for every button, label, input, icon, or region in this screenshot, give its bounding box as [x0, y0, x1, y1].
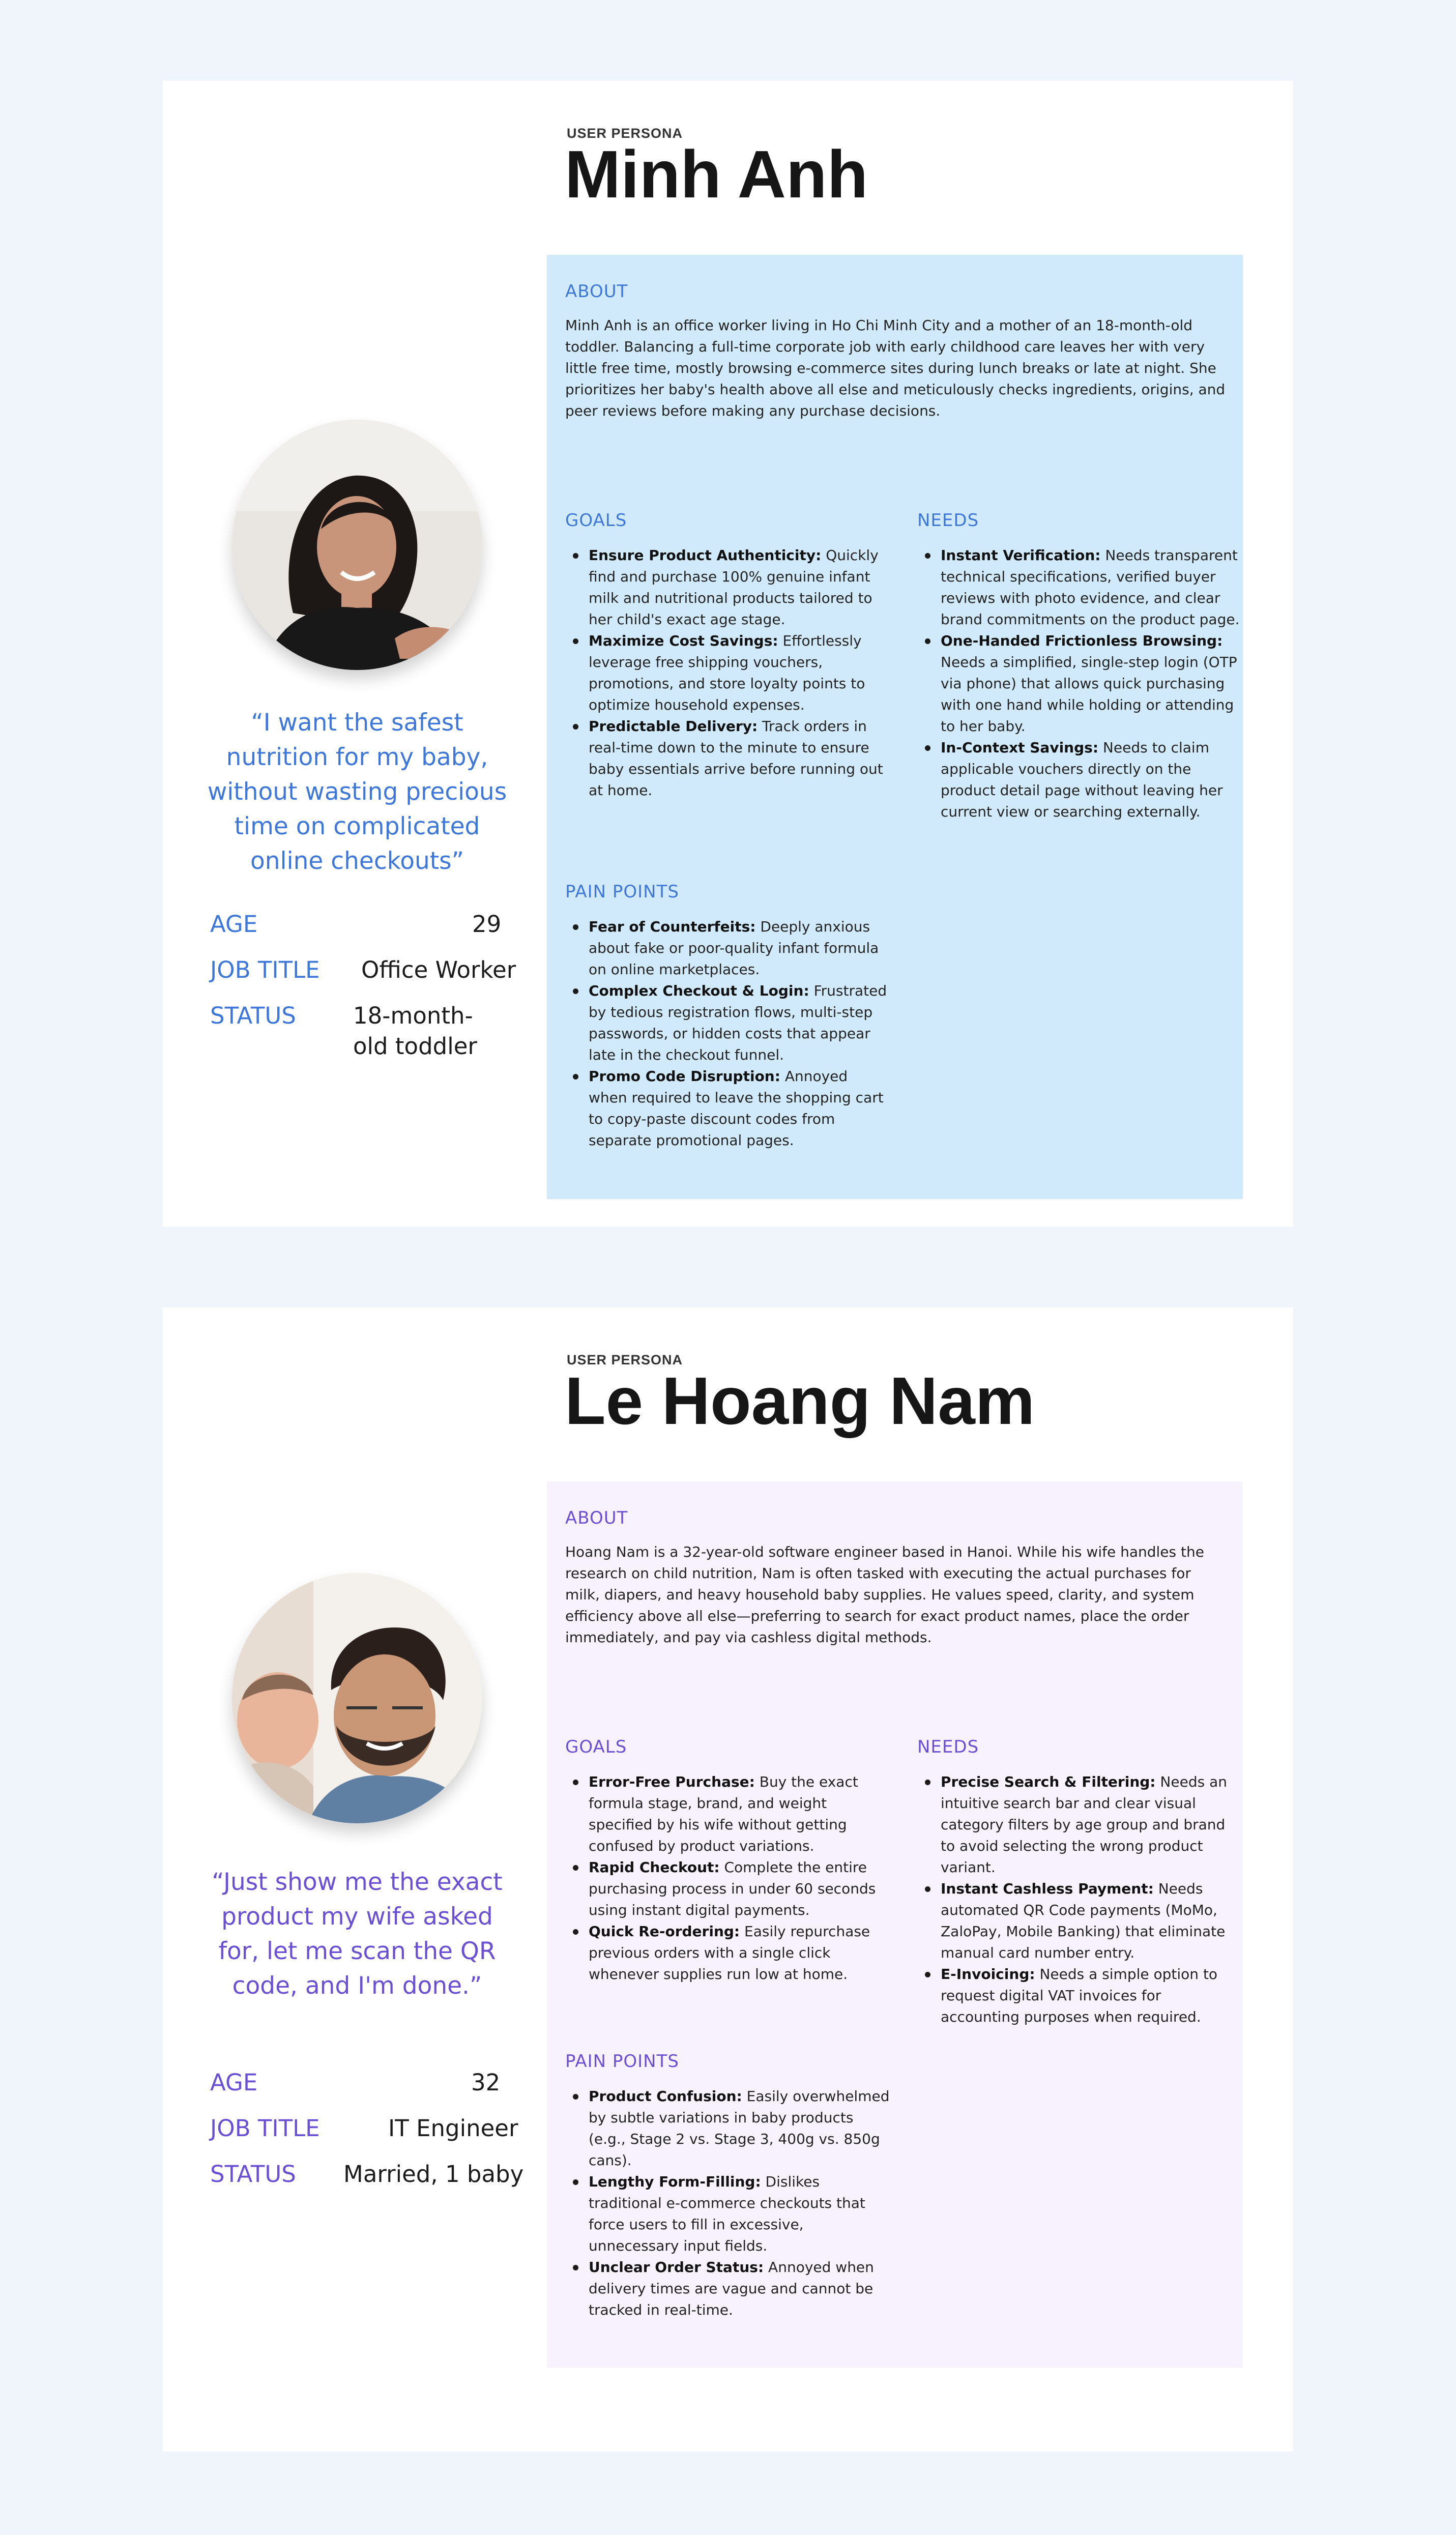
list-item: Predictable Delivery: Track orders in real-time down to the minute to ensure baby essentials arrive before running out at home. — [589, 716, 890, 801]
persona-quote: “Just show me the exact product my wife asked for, let me scan the QR code, and I'm done.” — [212, 1868, 503, 2000]
goals-title: GOALS — [565, 1737, 627, 1757]
stat-label-age: AGE — [210, 2069, 258, 2096]
list-item: Ensure Product Authenticity: Quickly find and purchase 100% genuine infant milk and nutritional products tailored to her child's exact age stage. — [589, 545, 890, 630]
stat-value-status: 18-month-old toddler — [353, 1002, 477, 1060]
persona-card-le-hoang-nam — [163, 1307, 1293, 2452]
list-item: Precise Search & Filtering: Needs an intuitive search bar and clear visual category filters by age group and brand to avoid selecting the wrong product variant. — [941, 1771, 1242, 1878]
about-title: ABOUT — [565, 281, 628, 302]
list-item: Error-Free Purchase: Buy the exact formula stage, brand, and weight specified by his wife without getting confused by product variations. — [589, 1771, 890, 1857]
woman-portrait-icon — [232, 420, 482, 670]
stat-label-age: AGE — [210, 911, 258, 938]
stat-value-age: 29 — [472, 911, 502, 938]
pain-points-title: PAIN POINTS — [565, 2051, 679, 2072]
list-item: Complex Checkout & Login: Frustrated by tedious registration flows, multi-step passwords, or hidden costs that appear late in the checkout funnel. — [589, 980, 890, 1066]
stat-value-age: 32 — [471, 2069, 501, 2096]
stat-value-status: Married, 1 baby — [343, 2161, 524, 2188]
stat-label-status: STATUS — [210, 1002, 296, 1029]
goals-list — [565, 1771, 890, 1985]
list-item: Promo Code Disruption: Annoyed when required to leave the shopping cart to copy-paste discount codes from separate promotional pages. — [589, 1066, 890, 1151]
persona-avatar — [232, 420, 482, 670]
persona-details-panel — [547, 1481, 1243, 2368]
list-item: Instant Cashless Payment: Needs automated QR Code payments (MoMo, ZaloPay, Mobile Banking) that eliminate manual card number entry. — [941, 1878, 1242, 1964]
persona-card-minh-anh — [163, 81, 1293, 1227]
persona-quote: “I want the safest nutrition for my baby, without wasting precious time on complicated online checkouts” — [207, 709, 507, 875]
list-item: Quick Re-ordering: Easily repurchase previous orders with a single click whenever supplies run low at home. — [589, 1921, 890, 1985]
stat-label-job-title: JOB TITLE — [210, 2115, 320, 2142]
list-item: Rapid Checkout: Complete the entire purchasing process in under 60 seconds using instant digital payments. — [589, 1857, 890, 1921]
man-with-baby-portrait-icon — [232, 1573, 482, 1823]
persona-eyebrow: USER PERSONA — [567, 126, 683, 141]
about-text: Minh Anh is an office worker living in Ho Chi Minh City and a mother of an 18-month-old toddler. Balancing a full-time corporate job with early childhood care leaves her with very little free time, mostly browsing e-commerce sites during lunch breaks or late at night. She prioritizes her baby's health above all else and meticulously checks ingredients, origins, and peer reviews before making any purchase decisions. — [565, 317, 1226, 419]
list-item: Product Confusion: Easily overwhelmed by subtle variations in baby products (e.g., Stage 2 vs. Stage 3, 400g vs. 850g cans). — [589, 2086, 890, 2171]
list-item: Instant Verification: Needs transparent technical specifications, verified buyer reviews with photo evidence, and clear brand commitments on the product page. — [941, 545, 1242, 630]
persona-name: Le Hoang Nam — [565, 1363, 1035, 1438]
persona-details-panel — [547, 255, 1243, 1199]
list-item: Unclear Order Status: Annoyed when delivery times are vague and cannot be tracked in real-time. — [589, 2257, 890, 2321]
list-item: One-Handed Frictionless Browsing: Needs a simplified, single-step login (OTP via phone) that allows quick purchasing with one hand while holding or attending to her baby. — [941, 630, 1242, 737]
goals-title: GOALS — [565, 510, 627, 531]
needs-title: NEEDS — [917, 1737, 979, 1757]
persona-avatar — [232, 1573, 482, 1823]
list-item: Lengthy Form-Filling: Dislikes traditional e-commerce checkouts that force users to fill in excessive, unnecessary input fields. — [589, 2171, 890, 2257]
about-title: ABOUT — [565, 1508, 628, 1528]
pain-points-list — [565, 2086, 890, 2321]
goals-list — [565, 545, 890, 801]
persona-eyebrow: USER PERSONA — [567, 1352, 683, 1367]
persona-name: Minh Anh — [565, 137, 868, 212]
about-text: Hoang Nam is a 32-year-old software engineer based in Hanoi. While his wife handles the research on child nutrition, Nam is often tasked with executing the actual purchases for milk, diapers, and heavy household baby supplies. He values speed, clarity, and system efficiency above all else—preferring to search for exact product names, place the order immediately, and pay via cashless digital methods. — [565, 1543, 1204, 1646]
list-item: Fear of Counterfeits: Deeply anxious about fake or poor-quality infant formula on online marketplaces. — [589, 916, 890, 980]
needs-list — [917, 1771, 1242, 2028]
needs-list — [917, 545, 1242, 823]
list-item: E-Invoicing: Needs a simple option to request digital VAT invoices for accounting purposes when required. — [941, 1964, 1242, 2028]
stat-label-status: STATUS — [210, 2161, 296, 2188]
stat-value-job-title: Office Worker — [361, 956, 516, 983]
pain-points-title: PAIN POINTS — [565, 882, 679, 902]
pain-points-list — [565, 916, 890, 1151]
list-item: In-Context Savings: Needs to claim applicable vouchers directly on the product detail page without leaving her current view or searching externally. — [941, 737, 1242, 823]
stat-label-job-title: JOB TITLE — [210, 956, 320, 983]
needs-title: NEEDS — [917, 510, 979, 531]
list-item: Maximize Cost Savings: Effortlessly leverage free shipping vouchers, promotions, and store loyalty points to optimize household expenses. — [589, 630, 890, 716]
stat-value-job-title: IT Engineer — [388, 2115, 518, 2142]
